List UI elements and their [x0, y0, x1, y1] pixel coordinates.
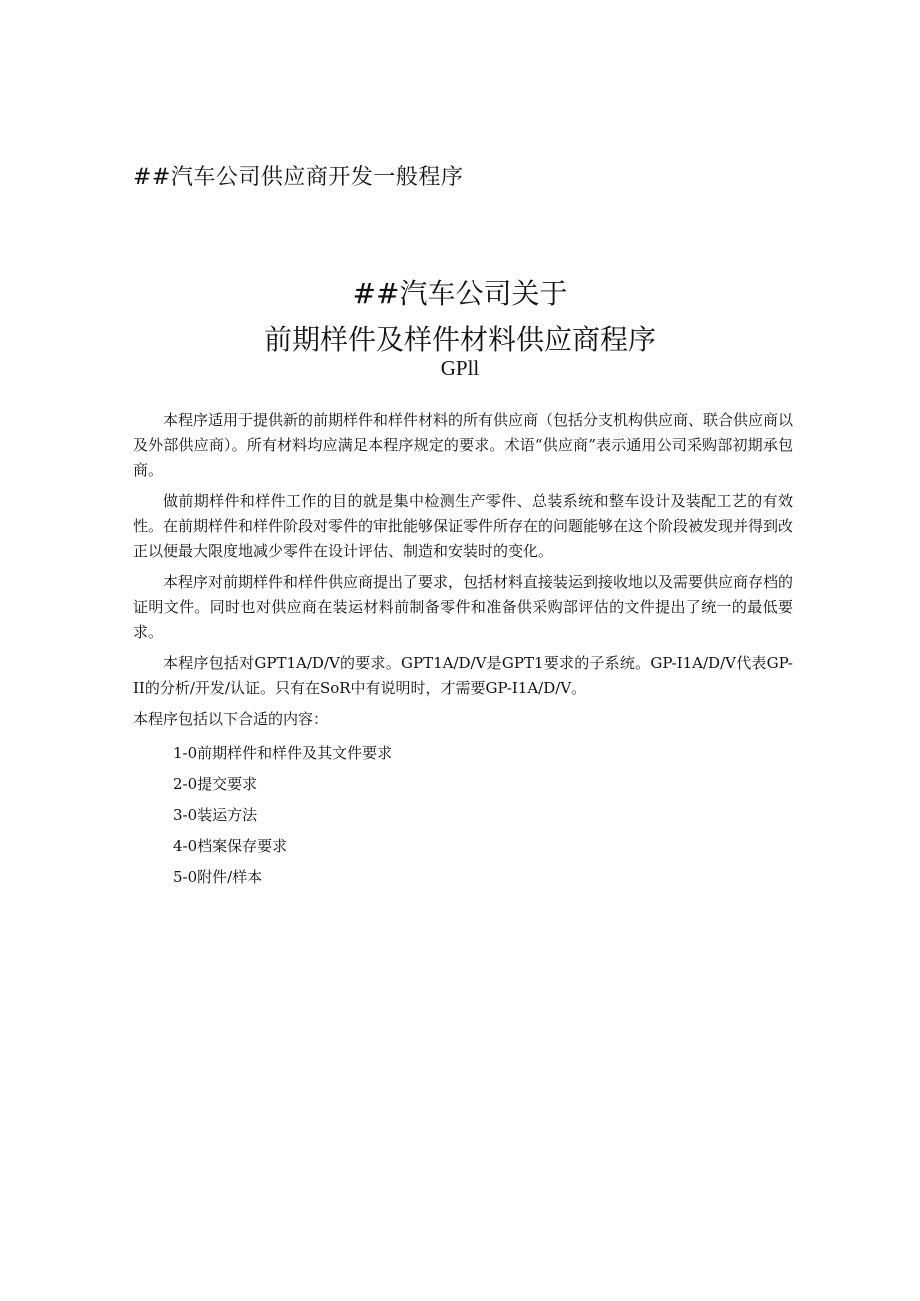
- paragraph-purpose: 做前期样件和样件工作的目的就是集中检测生产零件、总装系统和整车设计及装配工艺的有效性。在前期样件和样件阶段对零件的审批能够保证零件所存在的问题能够在这个阶段被发现并得到改正以便最大限度地减少零件在设计评估、制造和安装时的变化。: [133, 492, 794, 560]
- list-item: 1-0前期样件和样件及其文件要求: [173, 744, 393, 762]
- list-item: 3-0装运方法: [173, 806, 258, 824]
- document-body: [133, 408, 793, 893]
- list-item: 2-0提交要求: [173, 775, 258, 793]
- contents-list: [133, 738, 793, 893]
- title-line-1: ##汽车公司关于: [352, 277, 568, 310]
- list-intro: 本程序包括以下合适的内容：: [133, 710, 329, 728]
- title-line-2: 前期样件及样件材料供应商程序: [263, 323, 656, 356]
- paragraph-subsystems: 本程序包括对GPT1A/D/V的要求。GPT1A/D/V是GPT1要求的子系统。GP-I1A/D/V代表GP-II的分析/开发/认证。只有在SoR中有说明时，才需要GP-I1A/D/V。: [133, 654, 793, 697]
- document-header-title: ##汽车公司供应商开发一般程序: [133, 165, 464, 190]
- paragraph-requirements: 本程序对前期样件和样件供应商提出了要求，包括材料直接装运到接收地以及需要供应商存档的证明文件。同时也对供应商在装运材料前制备零件和准备供采购部评估的文件提出了统一的最低要求。: [133, 573, 794, 641]
- list-item: 5-0附件/样本: [173, 868, 263, 886]
- paragraph-scope: 本程序适用于提供新的前期样件和样件材料的所有供应商（包括分支机构供应商、联合供应商以及外部供应商）。所有材料均应满足本程序规定的要求。术语“供应商”表示通用公司采购部初期承包商。: [133, 411, 794, 479]
- title-code: GPll: [440, 356, 480, 380]
- list-item: 4-0档案保存要求: [173, 837, 288, 855]
